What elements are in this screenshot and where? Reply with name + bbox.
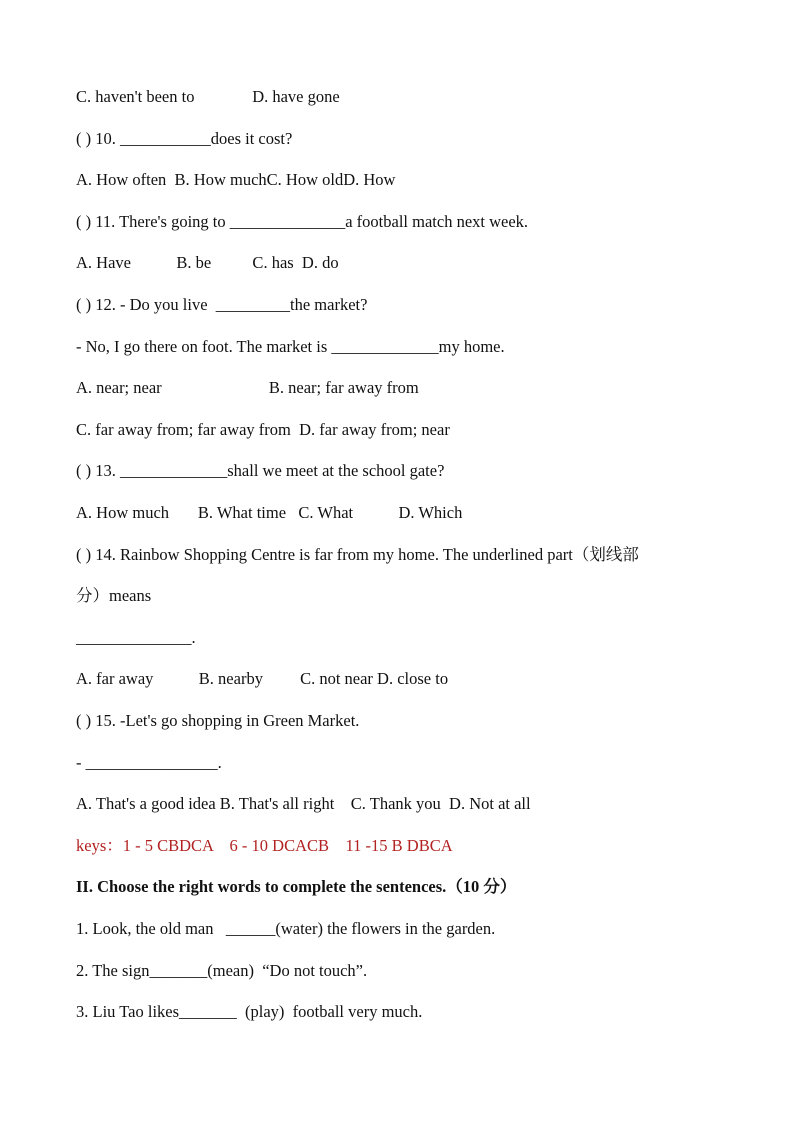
options-12-cd: C. far away from; far away from D. far away from; near [76,420,450,439]
fill-question-3: 3. Liu Tao likes_______ (play) football very much. [76,1002,423,1021]
options-12-ab: A. near; near B. near; far away from [76,378,419,397]
question-10: ( ) 10. ___________does it cost? [76,129,293,148]
options-15: A. That's a good idea B. That's all right C. Thank you D. Not at all [76,794,531,813]
question-15: ( ) 15. -Let's go shopping in Green Market. [76,711,360,730]
options-11: A. Have B. be C. has D. do [76,253,339,272]
question-13: ( ) 13. _____________shall we meet at the school gate? [76,461,445,480]
section-heading: II. Choose the right words to complete the sentences.（10 分） [76,877,517,896]
question-15-reply: - ________________. [76,753,222,772]
question-11: ( ) 11. There's going to ______________a football match next week. [76,212,529,231]
fill-question-1: 1. Look, the old man ______(water) the flowers in the garden. [76,919,496,938]
question-14-cont: 分）means [76,586,152,605]
question-12: ( ) 12. - Do you live _________the market? [76,295,368,314]
options-10: A. How often B. How muchC. How oldD. How [76,170,396,189]
options-14: A. far away B. nearby C. not near D. close to [76,669,449,688]
question-12-reply: - No, I go there on foot. The market is _____________my home. [76,337,505,356]
answer-keys: keys：1 - 5 CBDCA 6 - 10 DCACB 11 -15 B DBCA [76,836,453,855]
fill-question-2: 2. The sign_______(mean) “Do not touch”. [76,961,368,980]
option-line-9: C. haven't been to D. have gone [76,87,340,106]
question-14-blank: ______________. [76,628,196,647]
question-14: ( ) 14. Rainbow Shopping Centre is far from my home. The underlined part（划线部 [76,545,639,564]
options-13: A. How much B. What time C. What D. Which [76,503,463,522]
